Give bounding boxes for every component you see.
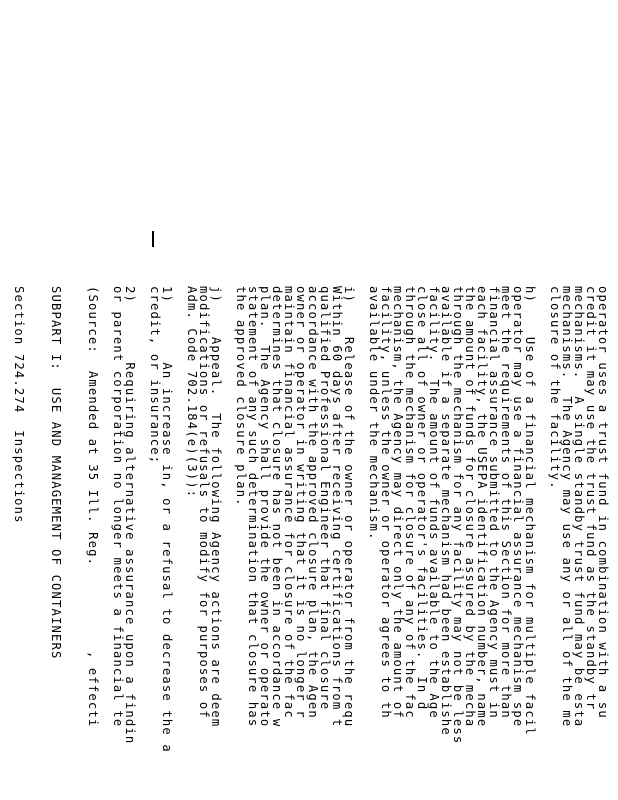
text-line: financial assurance submitted to the Agency must in [487,286,501,719]
text-line: available if a separate mechanism had been establishe [439,286,453,736]
text-line: operator uses a trust fund in combination with a su [596,286,610,719]
section-heading: Section 724.274 Inspections [12,286,26,524]
subpart-heading: SUBPART I: USE AND MANAGEMENT OF CONTAINERS [49,286,63,660]
text-line: each facility, the USEPA identification number, name [475,286,489,728]
text-line: h) Use of a financial mechanism for multiple facil [523,286,537,736]
text-line: credit it may use the trust fund as the standby tr [584,286,598,711]
text-line: mechanisms. A single standby trust fund may be esta [572,286,586,728]
text-line: qualified Professional Engineer that final closure [318,286,332,711]
text-line: 1) An increase in, or a refusal to decrease the a [160,286,174,753]
text-line: close all of owner or operator's facilities. In d [415,286,429,711]
text-line: through the mechanism for closure of any of the fac [403,286,417,719]
text-line: meet the requirements of this Section for more than [499,286,513,719]
text-line: credit, or insurance; [148,286,162,465]
text-line: maintain financial assurance for closure of the fac [282,286,296,719]
text-line: facility, unless the owner or operator agrees to th [379,286,393,719]
text-line: statement of any such determination that closure has [246,286,260,728]
text-line: j) Appeal. The following Agency actions are deem [209,286,223,728]
text-line: through the mechanism for any facility may not be less [451,286,465,745]
margin-dash-mark [152,231,154,247]
text-line: facility. The amount of funds available to the Age [427,286,441,719]
text-line: determines that closure has not been in accordance w [270,286,284,728]
text-line: i) Release of the owner or operator from the requ [342,286,356,728]
text-line: plan. The Agency shall provide the owner or operato [258,286,272,728]
text-line: accordance with the approved closure plan, the Agen [306,286,320,719]
text-line: modifications or refusals to modify for purposes of [197,286,211,719]
text-line: available under the mechanism. [367,286,381,541]
text-line: Adm. Code 702.184(e)(3)): [185,286,199,499]
text-line: or parent corporation no longer meets a financial te [111,286,125,728]
text-line: mechanism, the Agency may direct only the amount of [391,286,405,719]
text-line: mechanisms. The Agency may use any or all of the me [560,286,574,728]
text-line: closure of the facility. [548,286,562,490]
text-line: the amount of funds for closure assured by the mecha [463,286,477,728]
text-line: owner or operator in writing that it is no longer r [294,286,308,719]
source-note: (Source: Amended at 35 Ill. Reg. , effecti [86,286,100,728]
text-line: 2) Requiring alternative assurance upon a findin [123,286,137,745]
text-line: the approved closure plan. [234,286,248,507]
text-line: operator may use a financial assurance mechanism spe [511,286,525,728]
text-line: Within 60 days after receiving certifications from t [330,286,344,728]
